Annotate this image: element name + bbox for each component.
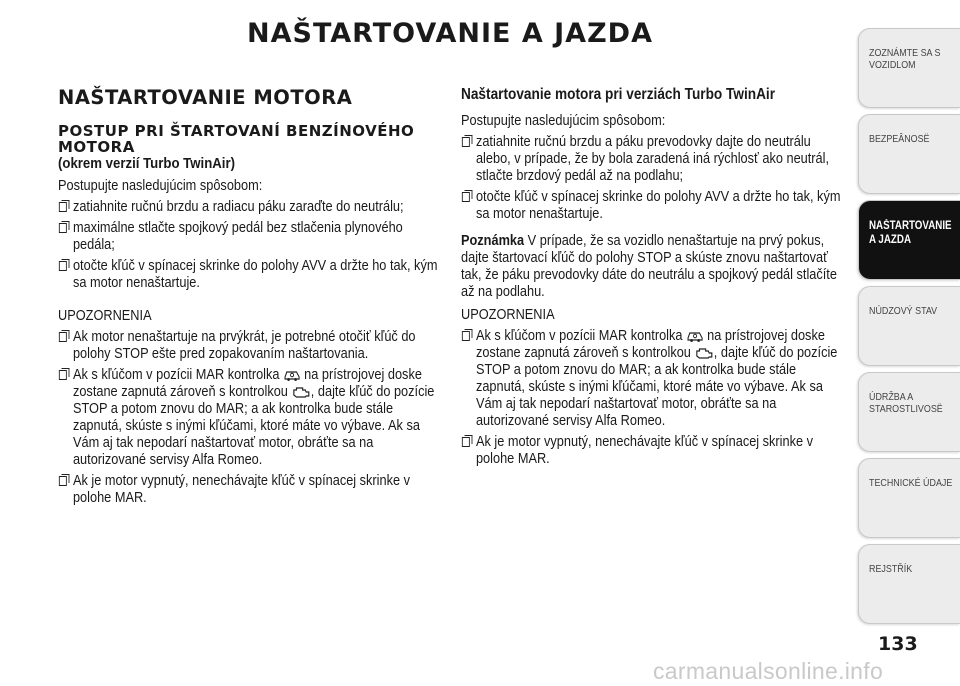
chapter-tabs [858, 28, 960, 630]
car-key-icon [283, 368, 301, 382]
left-body [58, 155, 441, 507]
subsection-note: (okrem verzií Turbo TwinAir) [58, 155, 236, 172]
start-steps [461, 134, 847, 223]
list-item: zatiahnite ručnú brzdu a radiacu páku zaraďte do neutrálu; [58, 199, 441, 216]
right-column [461, 86, 849, 472]
subsection-heading-twinair: Naštartovanie motora pri verziách Turbo TwinAir [461, 86, 776, 103]
list-item: otočte kľúč v spínacej skrinke do polohy AVV a držte ho tak, kým sa motor nenaštartuje. [461, 189, 847, 223]
list-item: Ak motor nenaštartuje na prvýkrát, je potrebné otočiť kľúč do polohy STOP ešte pred zopakovaním naštartovania. [58, 329, 441, 363]
list-item: zatiahnite ručnú brzdu a páku prevodovky dajte do neutrálu alebo, v prípade, že by bola zaradená iná rýchlosť ako neutrál, stlačte brzdový pedál až na podlahu; [461, 134, 847, 185]
checkbox-bullet-icon [59, 223, 67, 233]
list-item: Ak je motor vypnutý, nenechávajte kľúč v spínacej skrinke v polohe MAR. [461, 434, 847, 468]
intro-text: Postupujte nasledujúcim spôsobom: [58, 178, 263, 194]
section-heading: NAŠTARTOVANIE MOTORA [58, 86, 353, 109]
checkbox-bullet-icon [59, 332, 67, 342]
engine-check-icon [694, 346, 713, 360]
left-column [58, 86, 443, 511]
tab-nudzovy-stav[interactable]: NÚDZOVÝ STAV [858, 286, 960, 366]
checkbox-bullet-icon [59, 202, 67, 212]
warnings-title: UPOZORNENIA [461, 307, 555, 323]
checkbox-bullet-icon [462, 137, 470, 147]
tab-zoznamte-sa[interactable]: ZOZNÁMTE SA S VOZIDLOM [858, 28, 960, 108]
page-title: NAŠTARTOVANIE A JAZDA [247, 18, 653, 49]
car-key-icon [686, 329, 704, 343]
checkbox-bullet-icon [59, 370, 67, 380]
warnings-title: UPOZORNENIA [58, 308, 152, 324]
checkbox-bullet-icon [462, 331, 470, 341]
note-paragraph: Poznámka V prípade, že sa vozidlo nenaštartuje na prvý pokus, dajte štartovací kľúč do polohy STOP a skúste znovu naštartovať tak, že páku prevodovky dáte do neutrálu a spojkový pedál stlačíte až na podlahu. [461, 233, 837, 300]
checkbox-bullet-icon [462, 192, 470, 202]
tab-technicke-udaje[interactable]: TECHNICKÉ ÚDAJE [858, 458, 960, 538]
engine-check-icon [291, 385, 310, 399]
watermark: carmanualsonline.info [653, 658, 884, 684]
subsection-heading: POSTUP PRI ŠTARTOVANÍ BENZÍNOVÉHO MOTORA [58, 122, 415, 156]
tab-nastartovanie[interactable]: NAŠTARTOVANIE A JAZDA [858, 200, 960, 280]
list-item: Ak s kľúčom v pozícii MAR kontrolka na prístrojovej doske zostane zapnutá zároveň s kontrolkou , dajte kľúč do pozície STOP a potom znovu do MAR; a ak kontrolka bude stále zapnutá, skúste s inými kľúčami, ktoré máte vo výbave. Ak sa Vám aj tak nepodarí naštartovať motor, obráťte sa na autorizované servisy Alfa Romeo. [461, 328, 847, 430]
tab-bezpecnost[interactable]: BEZPEÂNOSË [858, 114, 960, 194]
warnings-list [461, 328, 847, 468]
right-body [461, 86, 847, 468]
note-label: Poznámka [461, 233, 525, 249]
intro-text: Postupujte nasledujúcim spôsobom: [461, 113, 666, 129]
list-item: otočte kľúč v spínacej skrinke do polohy AVV a držte ho tak, kým sa motor nenaštartuje. [58, 258, 441, 292]
tab-rejstrik[interactable]: REJSTŘÍK [858, 544, 960, 624]
checkbox-bullet-icon [462, 437, 470, 447]
list-item: maximálne stlačte spojkový pedál bez stlačenia plynového pedála; [58, 220, 441, 254]
page-number: 133 [878, 633, 918, 655]
warnings-list [58, 329, 441, 507]
list-item: Ak s kľúčom v pozícii MAR kontrolka na prístrojovej doske zostane zapnutá zároveň s kontrolkou , dajte kľúč do pozície STOP a potom znovu do MAR; a ak kontrolka bude stále zapnutá, skúste s inými kľúčami, ktoré máte vo výbave. Ak sa Vám aj tak nepodarí naštartovať motor, obráťte sa na autorizované servisy Alfa Romeo. [58, 367, 441, 469]
start-steps [58, 199, 441, 292]
tab-udrzba[interactable]: ÚDRŽBA A STAROSTLIVOSË [858, 372, 960, 452]
checkbox-bullet-icon [59, 261, 67, 271]
list-item: Ak je motor vypnutý, nenechávajte kľúč v spínacej skrinke v polohe MAR. [58, 473, 441, 507]
checkbox-bullet-icon [59, 476, 67, 486]
